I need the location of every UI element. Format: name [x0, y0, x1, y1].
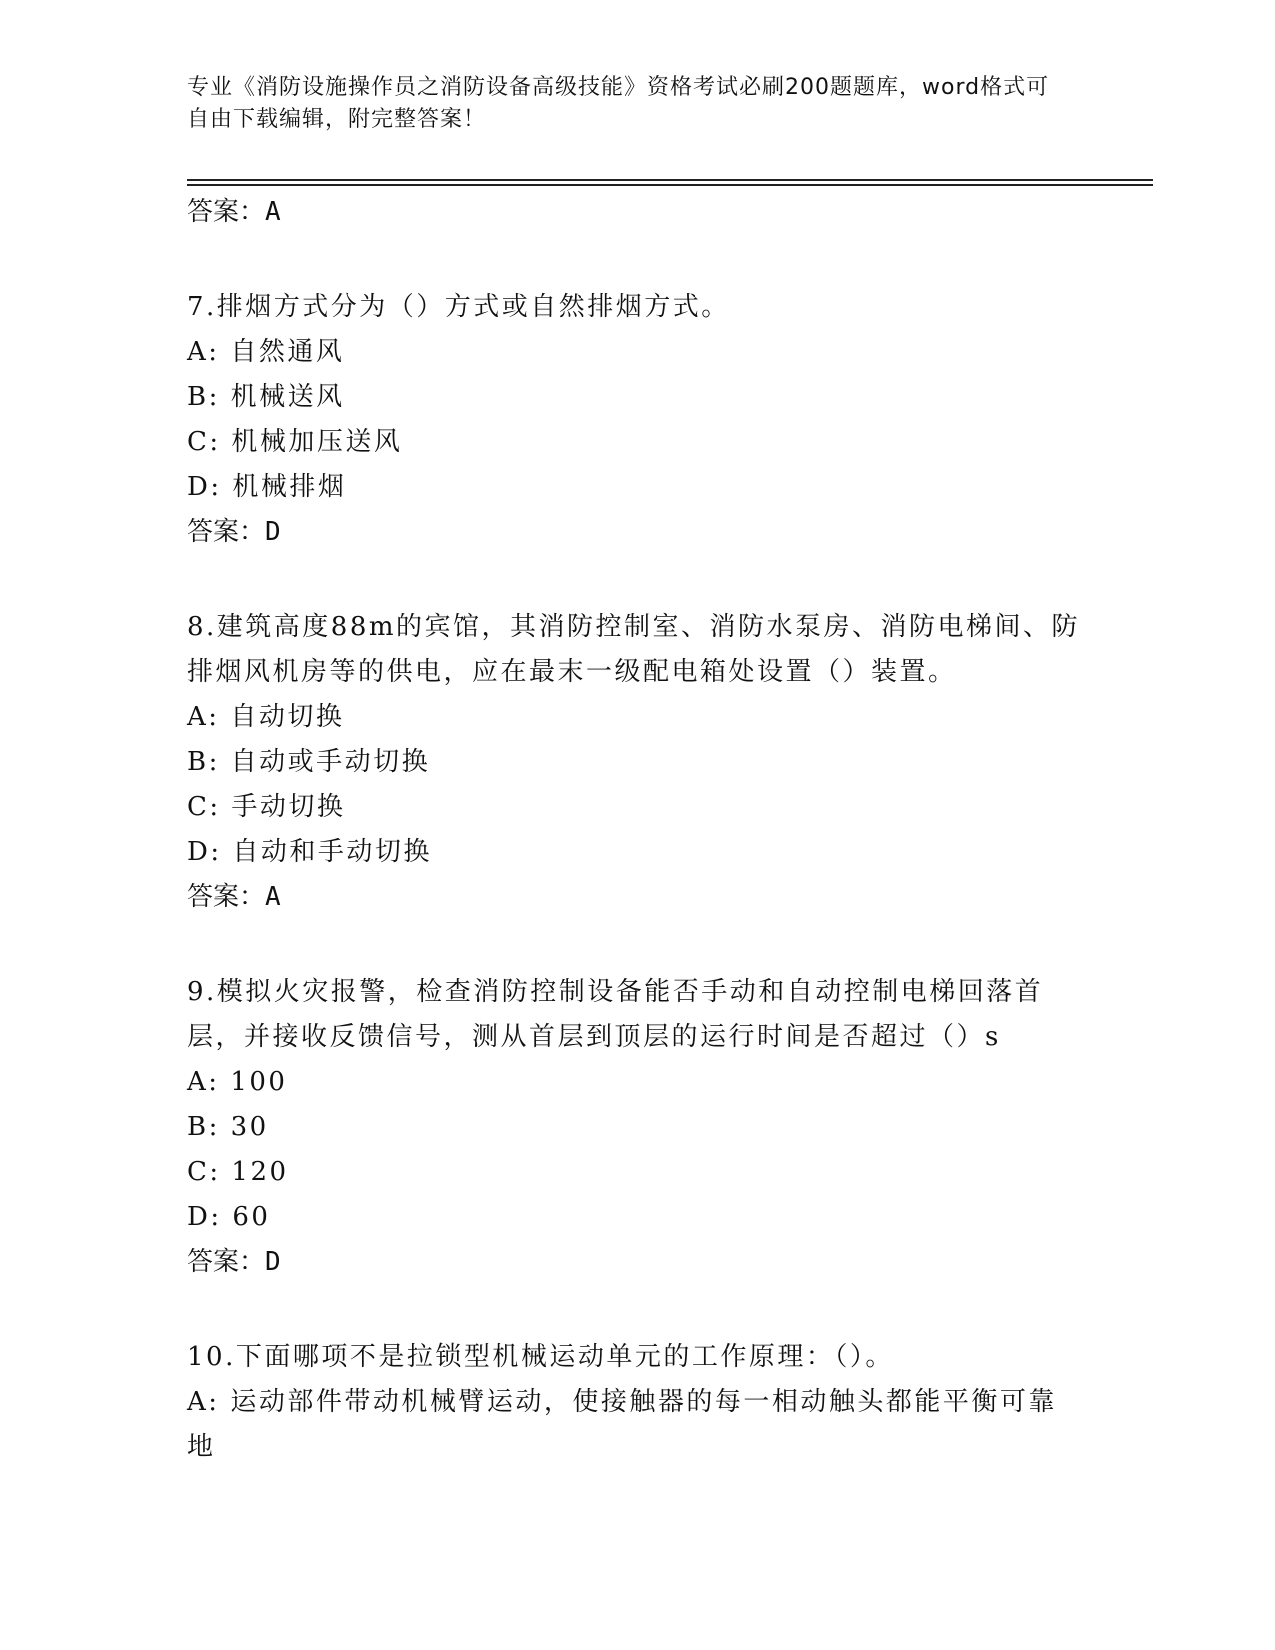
document-header: 专业《消防设施操作员之消防设备高级技能》资格考试必刷200题题库，word格式可自由下载编辑，附完整答案！ — [187, 75, 1050, 132]
option-key: A: — [187, 702, 220, 732]
question-stem: 9.模拟火灾报警，检查消防控制设备能否手动和自动控制电梯回落首层，并接收反馈信号，测从首层到顶层的运行时间是否超过（）s — [187, 977, 1044, 1052]
answer-label: 答案： — [187, 197, 266, 227]
option-text: 自然通风 — [230, 337, 345, 367]
option-text: 手动切换 — [231, 792, 346, 822]
option-a — [187, 1380, 1077, 1470]
option-a — [187, 1060, 1087, 1105]
option-d — [187, 465, 1087, 510]
option-text: 自动和手动切换 — [232, 837, 432, 867]
previous-answer — [187, 190, 1087, 235]
question-answer — [187, 510, 1087, 555]
option-text: 自动切换 — [230, 702, 345, 732]
option-b — [187, 740, 1087, 785]
question-stem: 7.排烟方式分为（）方式或自然排烟方式。 — [187, 292, 730, 322]
option-d — [187, 830, 1087, 875]
answer-label: 答案： — [187, 882, 266, 912]
option-d — [187, 1195, 1087, 1240]
option-c — [187, 785, 1087, 830]
option-text: 30 — [230, 1112, 269, 1142]
option-b — [187, 1105, 1087, 1150]
question-answer — [187, 1240, 1087, 1285]
answer-value: A — [265, 197, 281, 227]
option-key: A: — [187, 337, 220, 367]
answer-value: D — [265, 1247, 281, 1277]
option-b — [187, 375, 1087, 420]
option-key: A: — [187, 1387, 220, 1417]
option-key: C: — [187, 1157, 221, 1187]
question-stem: 10.下面哪项不是拉锁型机械运动单元的工作原理：（）。 — [187, 1342, 894, 1372]
header-rule-bottom — [187, 184, 1153, 186]
option-text: 机械排烟 — [232, 472, 347, 502]
option-key: C: — [187, 792, 221, 822]
header-rule-top — [187, 179, 1153, 181]
option-a — [187, 695, 1087, 740]
option-c — [187, 420, 1087, 465]
option-key: A: — [187, 1067, 220, 1097]
option-text: 机械加压送风 — [231, 427, 403, 457]
option-text: 机械送风 — [230, 382, 345, 412]
option-key: B: — [187, 747, 220, 777]
option-text: 运动部件带动机械臂运动，使接触器的每一相动触头都能平衡可靠地 — [187, 1387, 1057, 1462]
answer-label: 答案： — [187, 517, 266, 547]
question-answer — [187, 875, 1087, 920]
option-c — [187, 1150, 1087, 1195]
option-key: D: — [187, 472, 222, 502]
option-key: C: — [187, 427, 221, 457]
answer-value: A — [265, 882, 281, 912]
answer-label: 答案： — [187, 1247, 266, 1277]
question-stem: 8.建筑高度88m的宾馆，其消防控制室、消防水泵房、消防电梯间、防排烟风机房等的供电，应在最末一级配电箱处设置（）装置。 — [187, 612, 1081, 687]
option-text: 自动或手动切换 — [230, 747, 431, 777]
option-a — [187, 330, 1087, 375]
option-key: D: — [187, 1202, 222, 1232]
option-key: B: — [187, 382, 220, 412]
option-key: B: — [187, 1112, 220, 1142]
option-text: 100 — [230, 1067, 288, 1097]
option-text: 120 — [231, 1157, 289, 1187]
option-text: 60 — [232, 1202, 271, 1232]
answer-value: D — [265, 517, 281, 547]
document-body — [187, 190, 1087, 1470]
option-key: D: — [187, 837, 222, 867]
